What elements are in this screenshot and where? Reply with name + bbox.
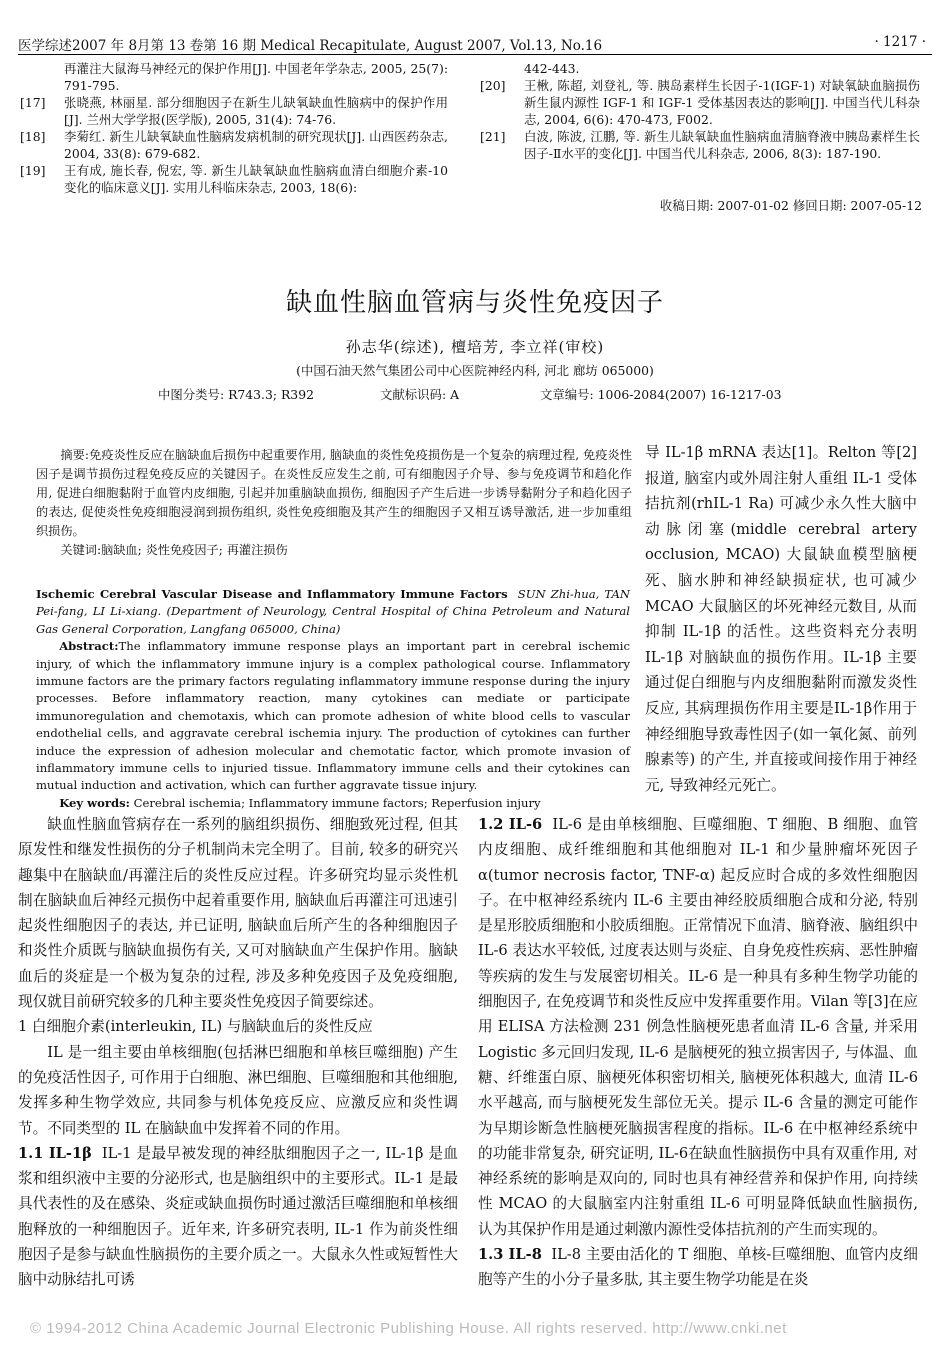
english-abstract-text: The inflammatory immune response plays an important part in cerebral ischemic injury, of which the inflammatory immune injury is a complex pathological course. Inflammatory immune factors are the primary factors regulating inflammatory immune response during the injury processes. Before inflammatory reaction, many cytokines can mediate or participate immunoregulation and chemotaxis, which can promote adhesion of white blood cells to vascular endothelial cells, and aggravate cerebral ischemia injury. The production of cytokines can further induce the expression of adhesion molecular and chemotatic factor, which promote invasion of inflammatory immune cells to injuried tissue. Inflammatory immune cells and their cytokines can mutual induction and activation, which can further aggravate tissue injury.: [36, 639, 630, 793]
paragraph: IL-1 是最早被发现的神经肽细胞因子之一, IL-1β 是血浆和组织液中主要的分泌形式, 也是脑组织中的主要形式。IL-1 是最具代表性的及在感染、炎症或缺血损伤时通过激活巨噬细胞和单核细胞释放的一种细胞因子。近年来, 许多研究表明, IL-1 作为前炎性细胞因子是参与缺血性脑损伤的主要介质之一。大鼠永久性或短暂性大脑中动脉结扎可诱: [18, 1144, 459, 1289]
reference-item: [19] 王有成, 施长春, 倪宏, 等. 新生儿缺氧缺血性脑病血清白细胞介素-10变化的临床意义[J]. 实用儿科临床杂志, 2003, 18(6):: [20, 163, 448, 195]
paragraph: 导 IL-1β mRNA 表达[1]。Relton 等[2]报道, 脑室内或外周注射人重组 IL-1 受体拮抗剂(rhIL-1 Ra) 可减少永久性大脑中动脉闭塞(middle cerebral artery occlusion, MCAO) 大鼠缺血模型脑梗死、脑水肿和神经缺损症状, 也可减少 MCAO 大鼠脑区的坏死神经元数目, 从而抑制 IL-1β 的活性。这些资料充分表明 IL-1β 对脑缺血的损伤作用。IL-1β 主要通过促白细胞与内皮细胞黏附而激发炎性反应, 其病理损伤作用主要是IL-1β作用于神经细胞导致毒性因子(如一氧化氮、前列腺素等) 的产生, 并直接或间接作用于神经元, 导致神经元死亡。: [645, 444, 917, 794]
section-heading: 1 白细胞介素(interleukin, IL) 与脑缺血后的炎性反应: [18, 1018, 373, 1036]
paragraph: IL-8 主要由活化的 T 细胞、单核-巨噬细胞、血管内皮细胞等产生的小分子量多肽, 其主要生物学功能是在炎: [478, 1246, 918, 1289]
subsection-heading: 1.2 IL-6: [478, 816, 543, 833]
english-authors: SUN Zhi-hua, TAN Pei-fang, LI Li-xiang.: [36, 587, 631, 619]
received-dates: 收稿日期: 2007-01-02 修回日期: 2007-05-12: [659, 198, 922, 213]
clc-number: 中图分类号: R743.3; R392: [158, 387, 314, 402]
references-right: [480, 60, 920, 162]
reference-item: [21] 白波, 陈波, 江鹏, 等. 新生儿缺氧缺血性脑病血清脑脊液中胰岛素样生长因子-Ⅱ水平的变化[J]. 中国当代儿科杂志, 2006, 8(3): 187-190.: [480, 129, 920, 161]
document-code: 文献标识码: A: [380, 387, 460, 402]
english-abstract-label: Abstract:: [59, 639, 119, 654]
abstract-english: [36, 586, 630, 812]
paragraph: IL 是一组主要由单核细胞(包括淋巴细胞和单核巨噬细胞) 产生的免疫活性因子, 可作用于白细胞、淋巴细胞、巨噬细胞和其他细胞, 发挥多种生物学效应, 共同参与机体免疫反应、应激反应和炎性调节。不同类型的 IL 在脑缺血中发挥着不同的作用。: [18, 1043, 458, 1137]
english-keywords-label: Key words:: [59, 795, 130, 810]
page-number: · 1217 ·: [874, 34, 926, 50]
keywords-text: 脑缺血; 炎性免疫因子; 再灌注损伤: [101, 543, 288, 557]
article-affiliation: (中国石油天然气集团公司中心医院神经内科, 河北 廊坊 065000): [296, 363, 654, 378]
header-rule: [18, 54, 932, 55]
reference-item: 442-443.: [524, 61, 580, 76]
subsection-heading: 1.1 IL-1β: [18, 1144, 92, 1162]
reference-item: [20] 王楸, 陈超, 刘登礼, 等. 胰岛素样生长因子-1(IGF-1) 对缺氧缺血脑损伤新生鼠内源性 IGF-1 和 IGF-1 受体基因表达的影响[J]. 中国当代儿科杂志, 2004, 6(6): 470-473, F002.: [480, 78, 920, 127]
reference-item: 再灌注大鼠海马神经元的保护作用[J]. 中国老年学杂志, 2005, 25(7): 791-795.: [64, 61, 448, 93]
copyright-footer: © 1994-2012 China Academic Journal Electronic Publishing House. All rights reserved. http://www.cnki.net: [30, 1320, 787, 1337]
english-title: Ischemic Cerebral Vascular Disease and Inflammatory Immune Factors: [36, 587, 508, 601]
intro-paragraph: 缺血性脑血管病存在一系列的脑组织损伤、细胞致死过程, 但其原发性和继发性损伤的分子机制尚未完全明了。目前, 较多的研究兴趣集中在脑缺血/再灌注后的炎性反应过程。许多研究均显示炎性机制在脑缺血后神经元损伤中起着重要作用, 脑缺血后再灌注可迅速引起炎性细胞因子的表达, 并已证明, 脑缺血后所产生的各种细胞因子和炎性介质既与脑缺血损伤有关, 又可对脑缺血产生保护作用。脑缺血后的炎症是一个极为复杂的过程, 涉及多种免疫因子及免疫细胞, 现仅就目前研究较多的几种主要炎性免疫因子简要综述。: [18, 816, 458, 1011]
keywords-label: 关键词:: [60, 543, 102, 557]
references-left: [20, 60, 448, 196]
body-left-column: [18, 812, 458, 1293]
article-title: 缺血性脑血管病与炎性免疫因子: [285, 288, 664, 318]
subsection-heading: 1.3 IL-8: [478, 1246, 542, 1264]
article-number: 文章编号: 1006-2084(2007) 16-1217-03: [540, 387, 782, 402]
english-affiliation: (Department of Neurology, Central Hospital of China Petroleum and Natural Gas General Corporation, Langfang 065000, China): [36, 604, 630, 636]
running-header: 医学综述2007 年 8月第 13 卷第 16 期 Medical Recapitulate, August 2007, Vol.13, No.16: [18, 38, 603, 54]
body-right-column: [478, 812, 918, 1293]
abstract-text: 免疫炎性反应在脑缺血后损伤中起重要作用, 脑缺血的炎性免疫损伤是一个复杂的病理过程, 免疫炎性因子是调节损伤过程免疫反应的关键因子。在炎性反应发生之前, 可有细胞因子介导、参与免疫调节和趋化作用, 促进白细胞黏附于血管内皮细胞, 引起并加重脑缺血损伤, 细胞因子产生后进一步诱导黏附分子和趋化因子的表达, 促使炎性免疫细胞浸润到损伤组织, 炎性免疫细胞及其产生的细胞因子又相互诱导激活, 进一步加重组织损伤。: [36, 448, 633, 538]
article-authors: 孙志华(综述), 檀培芳, 李立祥(审校): [345, 338, 605, 356]
abstract-chinese: [36, 446, 632, 560]
abstract-label: 摘要:: [60, 448, 90, 462]
paragraph: IL-6 是由单核细胞、巨噬细胞、T 细胞、B 细胞、血管内皮细胞、成纤维细胞和其他细胞对 IL-1 和少量肿瘤坏死因子α(tumor necrosis factor, TNF-α) 起反应时合成的多效性细胞因子。在中枢神经系统内 IL-6 主要由神经胶质细胞合成和分泌, 特别是星形胶质细胞和小胶质细胞。正常情况下血清、脑脊液、脑组织中 IL-6 表达水平较低, 过度表达则与炎症、自身免疫性疾病、恶性肿瘤等疾病的发生与发展密切相关。IL-6 是一种具有多种生物学功能的细胞因子, 在免疫调节和炎性反应中发挥重要作用。Vilan 等[3]在应用 ELISA 方法检测 231 例急性脑梗死患者血清 IL-6 含量, 并采用 Logistic 多元回归发现, IL-6 是脑梗死的独立损害因子, 与体温、血糖、纤维蛋白原、脑梗死体积密切相关, 脑梗死体积越大, 血清 IL-6 水平越高, 而与脑梗死发生部位无关。提示 IL-6 含量的测定可能作为早期诊断急性脑梗死脑损害程度的指标。IL-6 在中枢神经系统中的功能非常复杂, 研究证明, IL-6在缺血性脑损伤中具有双重作用, 对神经系统的影响是双向的, 同时也具有神经营养和保护作用, 向持续性 MCAO 的大鼠脑室内注射重组 IL-6 可明显降低缺血性脑损伤, 认为其保护作用是通过刺激内源性受体拮抗剂的产生而实现的。: [478, 816, 918, 1238]
right-column-continuation: [645, 440, 917, 798]
reference-item: [18] 李菊红. 新生儿缺氧缺血性脑病发病机制的研究现状[J]. 山西医药杂志, 2004, 33(8): 679-682.: [20, 129, 448, 161]
reference-item: [17] 张晓燕, 林丽星. 部分细胞因子在新生儿缺氧缺血性脑病中的保护作用[J]. 兰州大学学报(医学版), 2005, 31(4): 74-76.: [20, 95, 448, 127]
english-keywords: Cerebral ischemia; Inflammatory immune factors; Reperfusion injury: [133, 795, 541, 810]
